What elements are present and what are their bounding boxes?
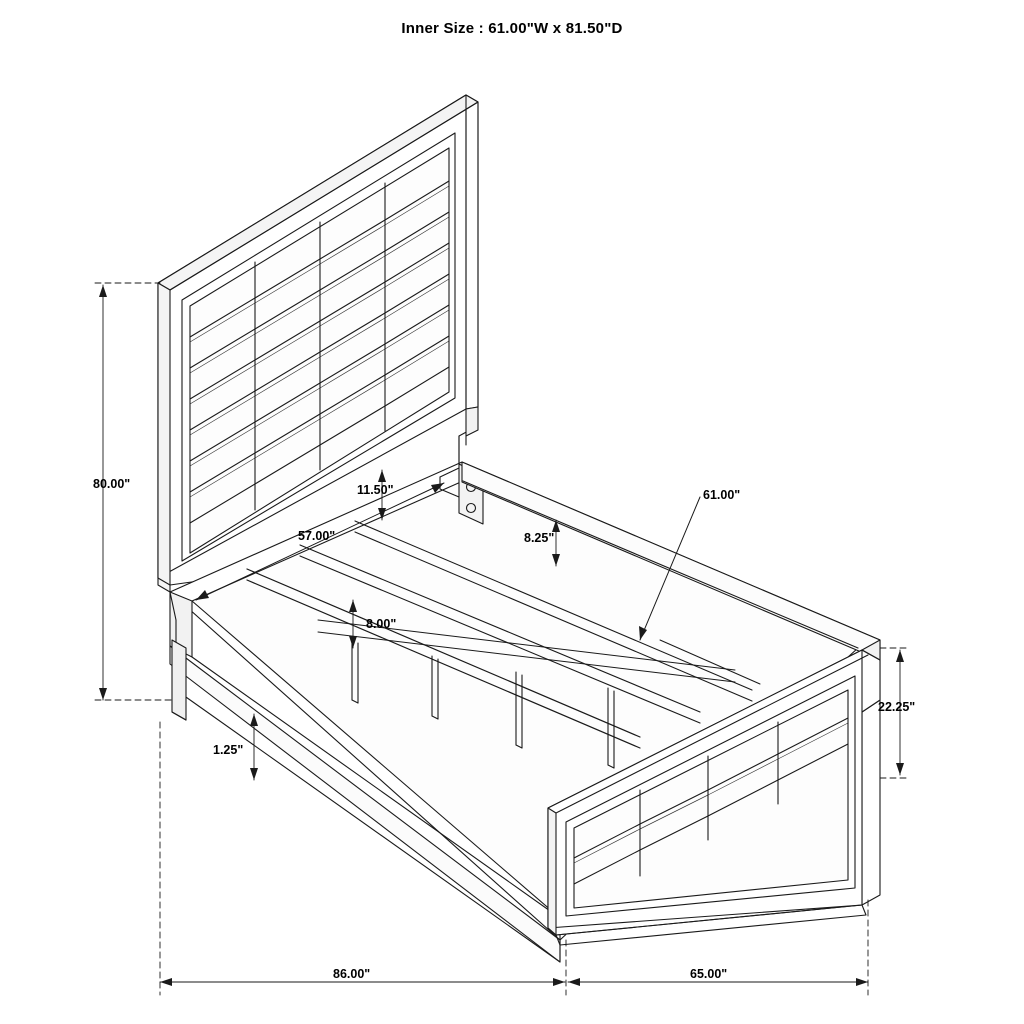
dim-label-slat-gap: 8.25" — [524, 531, 555, 545]
dim-label-headboard-width: 57.00" — [298, 529, 336, 543]
page-title: Inner Size : 61.00"W x 81.50"D — [401, 20, 623, 37]
dim-label-leg-clearance: 8.00" — [366, 617, 397, 631]
dim-label-overall-length: 86.00" — [333, 967, 371, 981]
dim-label-rail-thickness: 1.25" — [213, 743, 244, 757]
dim-label-mattress-width: 61.00" — [703, 488, 741, 502]
dim-label-rail-offset: 11.50" — [357, 483, 394, 497]
dim-label-footboard-height: 22.25" — [878, 700, 916, 714]
dim-label-overall-width: 65.00" — [690, 967, 728, 981]
dim-label-height-overall: 80.00" — [93, 477, 131, 491]
